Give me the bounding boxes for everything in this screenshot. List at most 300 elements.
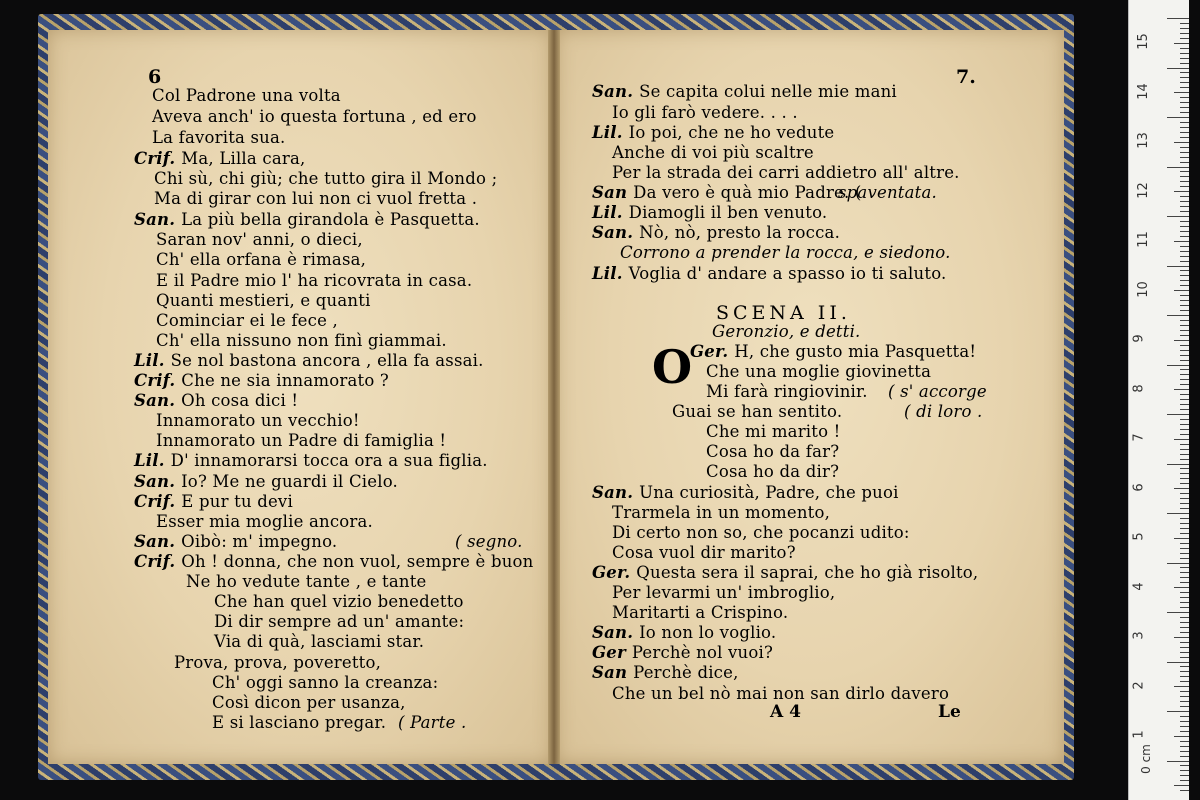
ruler-tick [1180,256,1189,257]
ruler-tick [1180,731,1189,732]
ruler-tick [1180,157,1189,158]
ruler-number: 9 [1131,334,1147,343]
ruler-tick [1180,107,1189,108]
ruler-tick [1180,211,1189,212]
ruler-tick [1180,468,1189,469]
ruler-number: 6 [1131,482,1147,492]
right-page-line [690,342,976,361]
speaker-label: Ger [592,643,632,662]
ruler-tick [1180,647,1189,648]
ruler-tick [1180,696,1189,697]
ruler-tick [1180,478,1189,479]
left-page-line [174,653,381,672]
line-text: E si lasciano pregar. [212,713,387,732]
line-text: Anche di voi più scaltre [612,143,814,162]
left-page-number: 6 [148,66,162,88]
ruler-tick [1174,43,1189,44]
ruler-tick [1180,275,1189,276]
ruler-tick [1180,721,1189,722]
ruler-tick [1180,681,1189,682]
line-text: Ch' ella nissuno non finì giammai. [156,331,447,350]
left-page-line [134,210,480,229]
ruler-tick [1174,92,1189,93]
ruler-tick [1180,374,1189,375]
left-page-line [214,592,464,611]
left-page-line [134,492,293,511]
right-page-number: 7. [956,66,976,88]
left-page-line [212,673,438,692]
ruler-tick [1180,201,1189,202]
ruler-tick [1180,701,1189,702]
ruler-tick [1180,196,1189,197]
ruler-tick [1167,315,1189,316]
stage-direction: Geronzio, e detti. [712,322,861,341]
speaker-label: San. [134,472,182,491]
ruler-tick [1180,765,1189,766]
ruler-tick [1180,676,1189,677]
left-page-line [134,552,534,571]
line-text: Ne ho vedute tante , e tante [186,572,427,591]
ruler-tick [1174,736,1189,737]
ruler-tick [1180,746,1189,747]
left-page-line [156,250,366,269]
ruler-tick [1167,167,1189,168]
ruler-tick [1180,369,1189,370]
ruler-tick [1180,716,1189,717]
ruler-tick [1180,473,1189,474]
ruler-tick [1180,617,1189,618]
ruler-tick [1180,221,1189,222]
ruler-tick [1180,360,1189,361]
line-text: Cosa vuol dir marito? [612,543,796,562]
line-text: Trarmela in un momento, [612,503,831,522]
left-page-line [134,532,337,551]
left-page-line [134,391,298,410]
scene-title: SCENA II. [716,302,851,324]
ruler-tick [1180,72,1189,73]
right-page-line [592,563,978,582]
ruler-unit-label: 0 cm [1138,744,1153,774]
speaker-label: San. [592,223,640,242]
ruler-tick [1180,270,1189,271]
stage-direction: ( segno. [455,532,523,551]
ruler-tick [1180,280,1189,281]
ruler-tick [1180,345,1189,346]
line-text: Perchè nol vuoi? [631,643,774,662]
speaker-label: San. [592,483,640,502]
ruler-tick [1167,216,1189,217]
line-text: Da vero è quà mio Padre. ( [633,183,862,202]
ruler-tick [1180,666,1189,667]
ruler-tick [1180,444,1189,445]
speaker-label: San. [592,82,640,101]
ruler-tick [1167,414,1189,415]
ruler-tick [1180,310,1189,311]
line-text: Di certo non so, che pocanzi udito: [612,523,910,542]
line-text: D' innamorarsi tocca ora a sua figlia. [170,451,488,470]
right-page-line [592,643,773,662]
ruler-number: 10 [1135,280,1151,298]
speaker-label: Ger. [592,563,637,582]
ruler-tick [1180,127,1189,128]
ruler-tick [1180,320,1189,321]
line-text: Io gli farò vedere. . . . [612,103,798,122]
ruler-tick [1174,488,1189,489]
speaker-label: Lil. [592,264,629,283]
ruler-tick [1180,518,1189,519]
line-text: Io non lo voglio. [639,623,777,642]
ruler-tick [1180,419,1189,420]
ruler-tick [1167,68,1189,69]
left-page-line [152,86,341,105]
ruler-tick [1180,325,1189,326]
ruler-tick [1180,602,1189,603]
ruler-number: 13 [1135,132,1151,149]
line-text: Guai se han sentito. [672,402,843,421]
signature-mark: A 4 [770,702,801,722]
ruler-tick [1180,206,1189,207]
speaker-label: Crif. [134,552,182,571]
left-page-line [134,351,484,370]
line-text: Diamogli il ben venuto. [628,203,828,222]
ruler-tick [1180,152,1189,153]
ruler-tick [1180,553,1189,554]
ruler-tick [1180,523,1189,524]
ruler-tick [1180,305,1189,306]
ruler-tick [1180,186,1189,187]
ruler-number: 11 [1135,231,1151,248]
line-text: Ma, Lilla cara, [181,149,306,168]
ruler-tick [1180,770,1189,771]
speaker-label: Lil. [592,203,629,222]
line-text: Così dicon per usanza, [212,693,406,712]
ruler-tick [1180,493,1189,494]
ruler-tick [1180,780,1189,781]
ruler-tick [1167,563,1189,564]
left-page-line [156,411,360,430]
ruler-tick [1167,464,1189,465]
ruler-tick [1180,236,1189,237]
line-text: E il Padre mio l' ha ricovrata in casa. [156,271,473,290]
line-text: Oibò: m' impegno. [181,532,338,551]
left-page-line [134,472,398,491]
ruler-tick [1180,23,1189,24]
ruler-tick [1180,355,1189,356]
ruler-tick [1180,409,1189,410]
ruler-tick [1180,181,1189,182]
ruler-tick [1167,761,1189,762]
left-page-line [212,713,386,732]
ruler-tick [1180,102,1189,103]
ruler-tick [1180,379,1189,380]
ruler-tick [1180,671,1189,672]
right-page-line [612,103,798,122]
line-text: Esser mia moglie ancora. [156,512,373,531]
line-text: Ma di girar con lui non ci vuol fretta . [154,189,478,208]
line-text: Ch' oggi sanno la creanza: [212,673,439,692]
line-text: Innamorato un Padre di famiglia ! [156,431,447,450]
line-text: Se nol bastona ancora , ella fa assai. [170,351,484,370]
ruler-tick [1180,335,1189,336]
ruler-tick [1174,637,1189,638]
ruler-tick [1180,330,1189,331]
line-text: Voglia d' andare a spasso io ti saluto. [628,264,947,283]
left-page-line [156,512,373,531]
right-page-line [592,663,739,682]
ruler-tick [1180,498,1189,499]
ruler-tick [1180,652,1189,653]
left-page-line [156,311,338,330]
ruler-tick [1180,449,1189,450]
ruler-tick [1180,597,1189,598]
book-gutter [548,30,560,764]
ruler-tick [1180,691,1189,692]
ruler-tick [1180,33,1189,34]
line-text: Se capita colui nelle mie mani [639,82,897,101]
left-page-line [134,371,389,390]
ruler-tick [1174,686,1189,687]
catchword: Le [938,702,961,722]
line-text: Mi farà ringiovinir. [706,382,868,401]
line-text: Una curiosità, Padre, che puoi [639,483,899,502]
line-text: Oh ! donna, che non vuol, sempre è buon [181,552,534,571]
line-text: Saran nov' anni, o dieci, [156,230,363,249]
ruler-tick [1180,112,1189,113]
ruler-tick [1180,543,1189,544]
right-page-line [612,603,788,622]
ruler-number: 1 [1131,730,1147,739]
right-page-line [672,402,842,421]
line-text: Quanti mestieri, e quanti [156,291,371,310]
left-page-line [212,693,406,712]
ruler-tick [1180,627,1189,628]
ruler-tick [1180,300,1189,301]
left-page-line [214,612,464,631]
ruler-tick [1180,384,1189,385]
ruler-tick [1180,77,1189,78]
line-text: Questa sera il saprai, che ho già risolto, [636,563,979,582]
ruler-number: 8 [1131,383,1147,393]
ruler-tick [1180,404,1189,405]
stage-direction: ( s' accorge [888,382,987,401]
ruler-tick [1180,122,1189,123]
right-page-line [592,183,862,202]
left-page-line [134,451,488,470]
right-page-line [706,462,839,481]
speaker-label: San. [134,391,182,410]
ruler-tick [1180,295,1189,296]
ruler-tick [1180,48,1189,49]
ruler-tick [1180,434,1189,435]
speaker-label: San. [134,532,182,551]
ruler-tick [1167,612,1189,613]
right-page-line [706,382,868,401]
line-text: Di dir sempre ad un' amante: [214,612,465,631]
line-text: Io poi, che ne ho vedute [628,123,835,142]
ruler-tick [1174,340,1189,341]
ruler-tick [1180,132,1189,133]
ruler-tick [1180,171,1189,172]
line-text: Col Padrone una volta [152,86,341,105]
right-page-line [592,203,827,222]
left-page-line [134,149,305,168]
ruler-tick [1180,394,1189,395]
ruler-tick [1167,365,1189,366]
right-page-line [612,163,960,182]
ruler-tick [1174,290,1189,291]
ruler-tick [1174,538,1189,539]
stage-direction: Corrono a prender la rocca, e siedono. [620,243,951,262]
right-page-line [592,623,776,642]
ruler-tick [1180,533,1189,534]
line-text: Che han quel vizio benedetto [214,592,464,611]
line-text: Oh cosa dici ! [181,391,299,410]
left-page-line [152,128,286,147]
ruler-tick [1180,726,1189,727]
ruler-tick [1180,58,1189,59]
stage-direction: ( Parte . [398,713,467,732]
line-text: Maritarti a Crispino. [612,603,789,622]
ruler-tick [1180,558,1189,559]
ruler-tick [1180,226,1189,227]
ruler-tick [1180,162,1189,163]
ruler-tick [1180,285,1189,286]
ruler-tick [1180,741,1189,742]
ruler-tick [1180,28,1189,29]
ruler-tick [1180,246,1189,247]
ruler-number: 3 [1131,631,1147,640]
line-text: Aveva anch' io questa fortuna , ed ero [152,107,477,126]
ruler-tick [1167,662,1189,663]
drop-cap: O [652,340,693,394]
right-page-line [706,362,931,381]
left-page-line [214,632,424,651]
ruler-tick [1180,82,1189,83]
line-text: Cosa ho da far? [706,442,840,461]
line-text: Ch' ella orfana è rimasa, [156,250,367,269]
ruler-tick [1167,18,1189,19]
line-text: Cosa ho da dir? [706,462,840,481]
ruler-tick [1180,567,1189,568]
ruler-tick [1180,607,1189,608]
ruler-tick [1180,38,1189,39]
ruler-tick [1174,587,1189,588]
left-page-line [186,572,427,591]
ruler-number: 12 [1135,181,1151,199]
ruler-tick [1180,251,1189,252]
ruler-number: 14 [1135,82,1151,100]
ruler-tick [1167,117,1189,118]
ruler-tick [1180,87,1189,88]
line-text: Perchè dice, [633,663,739,682]
speaker-label: Ger. [690,342,735,361]
left-page-line [154,189,477,208]
left-page-line [156,230,363,249]
ruler-tick [1180,231,1189,232]
ruler-tick [1167,266,1189,267]
ruler-tick [1180,642,1189,643]
line-text: Che mi marito ! [706,422,841,441]
ruler-tick [1180,399,1189,400]
ruler-tick [1180,775,1189,776]
ruler-tick [1180,503,1189,504]
ruler-tick [1167,513,1189,514]
left-page-line [154,169,497,188]
right-page-line [592,123,834,142]
ruler-tick [1180,582,1189,583]
ruler-tick [1174,785,1189,786]
ruler-number: 2 [1131,680,1147,690]
right-page-line [592,82,897,101]
line-text: Via di quà, lasciami star. [214,632,425,651]
ruler-tick [1180,706,1189,707]
ruler-tick [1180,548,1189,549]
right-page-line [592,264,946,283]
ruler-tick [1180,137,1189,138]
measurement-ruler [1128,0,1189,800]
line-text: E pur tu devi [181,492,293,511]
line-text: Innamorato un vecchio! [156,411,360,430]
ruler-tick [1180,261,1189,262]
ruler-number: 4 [1131,581,1147,591]
right-page-line [612,684,949,703]
ruler-tick [1180,508,1189,509]
ruler-tick [1174,439,1189,440]
ruler-tick [1180,63,1189,64]
ruler-tick [1174,389,1189,390]
line-text: La favorita sua. [152,128,286,147]
line-text: Nò, nò, presto la rocca. [639,223,841,242]
stage-direction: ( di loro . [904,402,983,421]
line-text: Prova, prova, poveretto, [174,653,382,672]
ruler-tick [1180,147,1189,148]
ruler-number: 5 [1131,532,1147,541]
right-page-line [612,143,814,162]
ruler-tick [1180,751,1189,752]
speaker-label: San. [134,210,182,229]
right-page-line [592,483,899,502]
speaker-label: Crif. [134,371,182,390]
line-text: Per la strada dei carri addietro all' altre. [612,163,960,182]
speaker-label: Lil. [134,451,171,470]
line-text: H, che gusto mia Pasquetta! [734,342,977,361]
ruler-tick [1180,97,1189,98]
speaker-label: Lil. [592,123,629,142]
line-text: Io? Me ne guardi il Cielo. [181,472,399,491]
ruler-tick [1180,756,1189,757]
ruler-number: 7 [1131,433,1147,442]
line-text: Cominciar ei le fece , [156,311,338,330]
right-page-line [706,442,839,461]
ruler-tick [1180,429,1189,430]
stage-direction: spaventata. [838,183,937,202]
ruler-tick [1180,790,1189,791]
right-page-line [592,223,840,242]
ruler-tick [1180,572,1189,573]
ruler-tick [1180,53,1189,54]
ruler-tick [1174,241,1189,242]
right-page-line [612,523,910,542]
right-page-line [612,543,796,562]
right-page-line [706,422,841,441]
left-page-line [156,431,446,450]
ruler-tick [1180,592,1189,593]
ruler-tick [1180,657,1189,658]
ruler-tick [1180,424,1189,425]
ruler-tick [1180,483,1189,484]
line-text: Che ne sia innamorato ? [181,371,389,390]
left-page-line [156,271,472,290]
